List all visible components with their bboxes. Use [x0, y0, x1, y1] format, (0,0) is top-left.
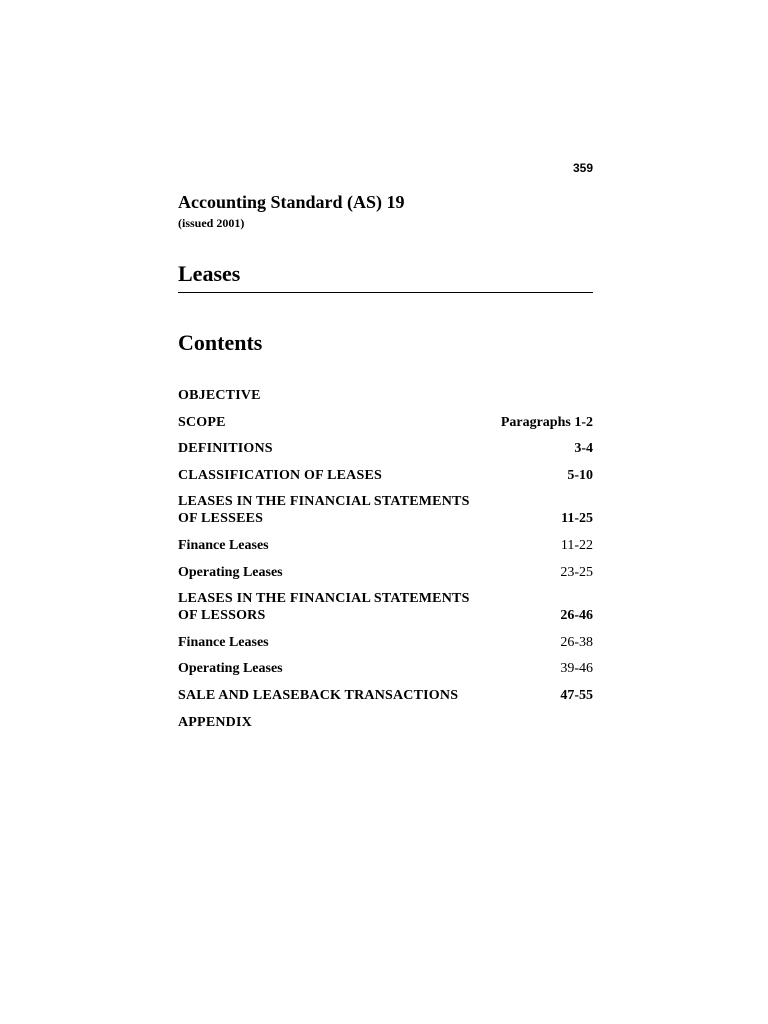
subject-title: Leases: [178, 261, 241, 286]
toc-label: Operating Leases: [178, 661, 283, 677]
toc-row-lessees: [178, 493, 593, 527]
toc-label: APPENDIX: [178, 714, 252, 730]
toc-paragraphs: 5-10: [567, 467, 593, 483]
toc-label: LEASES IN THE FINANCIAL STATEMENTS OF LESSEES: [178, 494, 470, 527]
toc-paragraphs: 39-46: [560, 661, 593, 677]
title-divider: [178, 292, 593, 293]
toc-row-scope: [178, 414, 593, 431]
toc-label: Finance Leases: [178, 634, 269, 650]
toc-paragraphs: 3-4: [574, 441, 593, 457]
toc-row-sale-leaseback: [178, 687, 593, 704]
document-page: [178, 0, 593, 1024]
issued-date: (issued 2001): [178, 216, 245, 230]
toc-label: OBJECTIVE: [178, 388, 261, 403]
toc-paragraphs: Paragraphs 1-2: [500, 414, 593, 430]
toc-row-classification: [178, 467, 593, 484]
toc-row-lessors: [178, 590, 593, 624]
toc-paragraphs: 23-25: [560, 564, 593, 580]
toc-label: DEFINITIONS: [178, 441, 273, 457]
toc-label: LEASES IN THE FINANCIAL STATEMENTS OF LESSORS: [178, 591, 470, 624]
toc-paragraphs: 26-38: [560, 634, 593, 650]
toc-row-lessees-operating: [178, 564, 593, 581]
toc-paragraphs: 26-46: [560, 608, 593, 624]
toc-label: Operating Leases: [178, 564, 283, 580]
toc-label: Finance Leases: [178, 537, 269, 553]
table-of-contents: [178, 387, 593, 740]
toc-row-appendix: [178, 714, 593, 731]
toc-row-lessors-operating: [178, 660, 593, 677]
toc-label: SALE AND LEASEBACK TRANSACTIONS: [178, 687, 459, 703]
toc-row-objective: [178, 387, 593, 404]
toc-row-lessees-finance: [178, 537, 593, 554]
toc-row-lessors-finance: [178, 634, 593, 651]
toc-paragraphs: 47-55: [560, 687, 593, 703]
toc-row-definitions: [178, 440, 593, 457]
page-number: 359: [572, 161, 593, 175]
contents-heading: Contents: [178, 330, 263, 355]
toc-label: SCOPE: [178, 414, 226, 430]
toc-label: CLASSIFICATION OF LEASES: [178, 467, 382, 483]
standard-title: Accounting Standard (AS) 19: [178, 192, 405, 212]
toc-paragraphs: 11-22: [560, 537, 593, 553]
toc-paragraphs: 11-25: [561, 511, 593, 527]
